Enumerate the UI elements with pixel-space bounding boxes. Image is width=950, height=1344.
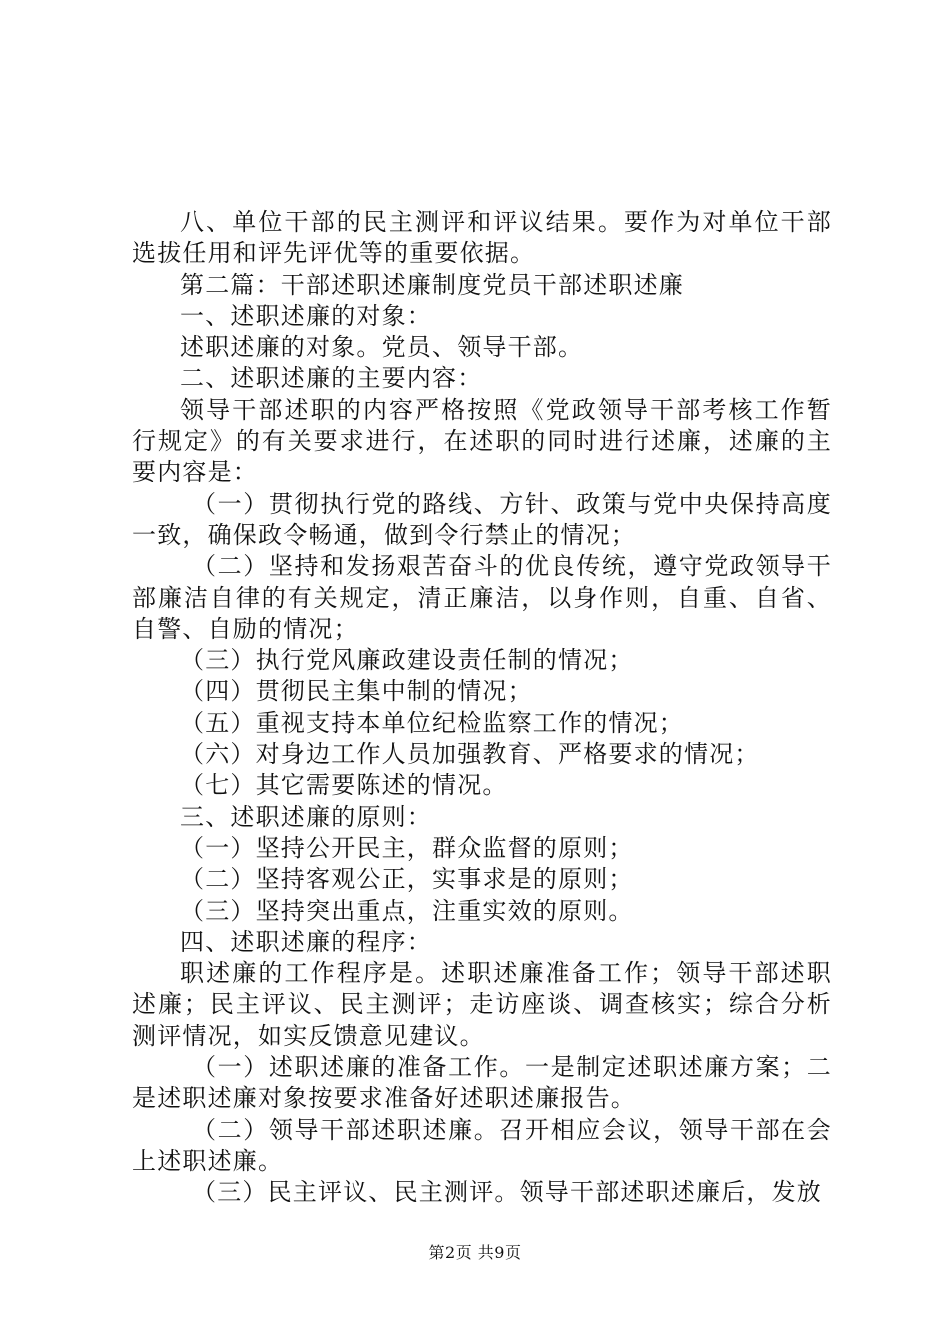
paragraph: 第二篇：干部述职述廉制度党员干部述职述廉: [180, 270, 684, 299]
paragraph: 八、单位干部的民主测评和评议结果。要作为对单位干部选拔任用和评先评优等的重要依据。: [132, 208, 832, 268]
paragraph: （一）坚持公开民主，群众监督的原则；: [180, 833, 634, 862]
paragraph: 领导干部述职的内容严格按照《党政领导干部考核工作暂行规定》的有关要求进行，在述职的同时进行述廉，述廉的主要内容是：: [132, 395, 832, 487]
paragraph: （五）重视支持本单位纪检监察工作的情况；: [180, 708, 684, 737]
paragraph: （一）贯彻执行党的路线、方针、政策与党中央保持高度一致，确保政令畅通，做到令行禁止的情况；: [132, 489, 832, 549]
paragraph: （二）坚持客观公正，实事求是的原则；: [180, 865, 634, 894]
paragraph: （三）民主评议、民主测评。领导干部述职述廉后，发放: [192, 1178, 822, 1207]
document-body: [132, 207, 832, 1209]
paragraph: （三）执行党风廉政建设责任制的情况；: [180, 646, 634, 675]
paragraph: 四、述职述廉的程序：: [180, 927, 432, 956]
paragraph: 三、述职述廉的原则：: [180, 802, 432, 831]
paragraph: 二、述职述廉的主要内容：: [180, 364, 483, 393]
paragraph: （四）贯彻民主集中制的情况；: [180, 677, 533, 706]
paragraph: 一、述职述廉的对象：: [180, 301, 432, 330]
paragraph: 述职述廉的对象。党员、领导干部。: [180, 333, 584, 362]
paragraph: （一）述职述廉的准备工作。一是制定述职述廉方案；二是述职述廉对象按要求准备好述职述廉报告。: [132, 1053, 832, 1113]
paragraph: （二）领导干部述职述廉。召开相应会议，领导干部在会上述职述廉。: [132, 1115, 832, 1175]
page-number-footer: 第2页 共9页: [428, 1243, 522, 1262]
paragraph: （二）坚持和发扬艰苦奋斗的优良传统，遵守党政领导干部廉洁自律的有关规定，清正廉洁，以身作则，自重、自省、自警、自励的情况；: [132, 552, 832, 643]
paragraph: （三）坚持突出重点，注重实效的原则。: [180, 896, 634, 925]
paragraph: （六）对身边工作人员加强教育、严格要求的情况；: [180, 740, 760, 769]
paragraph: （七）其它需要陈述的情况。: [180, 771, 508, 800]
paragraph: 职述廉的工作程序是。述职述廉准备工作；领导干部述职述廉；民主评议、民主测评；走访座谈、调查核实；综合分析测评情况，如实反馈意见建议。: [132, 959, 832, 1050]
